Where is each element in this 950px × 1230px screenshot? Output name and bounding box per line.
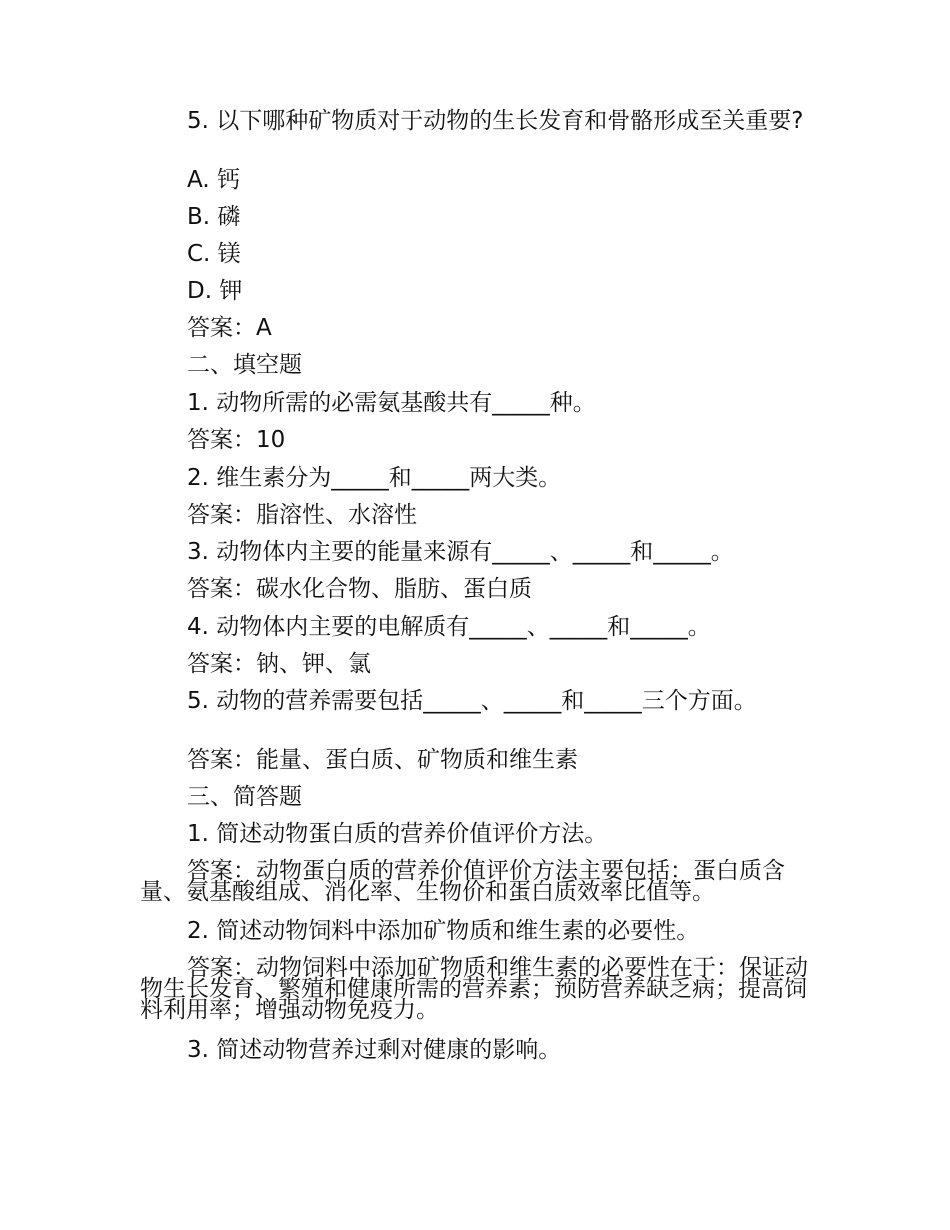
short-question-1: 1. 简述动物蛋白质的营养价值评价方法。 [187,821,608,847]
short-answer-1: 答案：动物蛋白质的营养价值评价方法主要包括：蛋白质含量、氨基酸组成、消化率、生物价和蛋白质效率比值等。 [140,858,785,905]
short-question-3: 3. 简述动物营养过剩对健康的影响。 [187,1037,562,1063]
fill-answer-3: 答案：碳水化合物、脂肪、蛋白质 [187,576,532,602]
section-short-answer: 三、简答题 [187,784,302,810]
fill-answer-1: 答案：10 [187,427,286,453]
option-d: D. 钾 [187,278,243,304]
fill-question-4: 4. 动物体内主要的电解质有_____、_____和_____。 [187,614,711,640]
question-mc-5: 5. 以下哪种矿物质对于动物的生长发育和骨骼形成至关重要? [187,108,804,134]
fill-answer-5: 答案：能量、蛋白质、矿物质和维生素 [187,747,578,773]
fill-question-3: 3. 动物体内主要的能量来源有_____、_____和_____。 [187,539,734,565]
fill-question-5: 5. 动物的营养需要包括_____、_____和_____三个方面。 [187,688,757,714]
option-a: A. 钙 [187,167,240,193]
section-fill-in: 二、填空题 [187,352,302,378]
fill-answer-4: 答案：钠、钾、氯 [187,651,371,677]
option-b: B. 磷 [187,204,241,230]
fill-question-2: 2. 维生素分为_____和_____两大类。 [187,465,562,491]
answer-mc-5: 答案：A [187,315,272,341]
fill-question-1: 1. 动物所需的必需氨基酸共有_____种。 [187,390,596,416]
option-c: C. 镁 [187,241,241,267]
fill-answer-2: 答案：脂溶性、水溶性 [187,502,417,528]
short-question-2: 2. 简述动物饲料中添加矿物质和维生素的必要性。 [187,918,700,944]
short-answer-2: 答案：动物饲料中添加矿物质和维生素的必要性在于：保证动物生长发育、繁殖和健康所需的营养素；预防营养缺乏病；提高饲料利用率；增强动物免疫力。 [140,955,808,1023]
